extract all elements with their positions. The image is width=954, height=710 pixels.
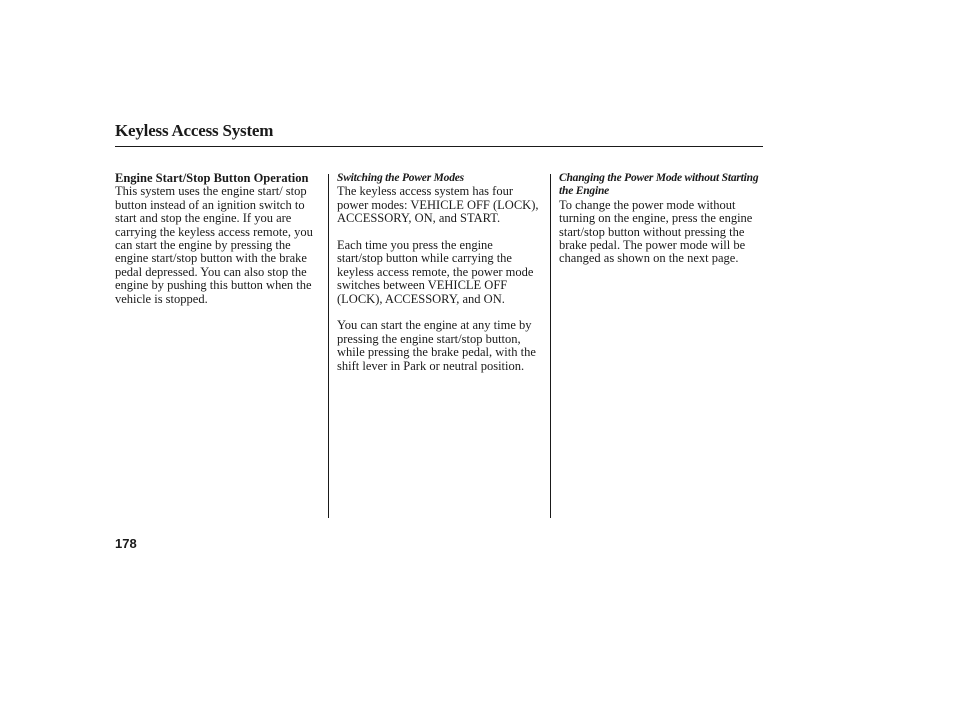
column-switching-power-modes (337, 172, 541, 373)
column-engine-start-stop (115, 172, 323, 306)
column-divider (328, 174, 329, 518)
paragraph: This system uses the engine start/ stop button instead of an ignition switch to start and stop the engine. If you are carrying the keyless access remote, you can start the engine by pressing the engine start/stop button with the brake pedal depressed. You can also stop the engine by pushing this button when the vehicle is stopped. (115, 184, 313, 306)
paragraph: To change the power mode without turning on the engine, press the engine start/stop button without pressing the brake pedal. The power mode will be changed as shown on the next page. (559, 197, 753, 266)
heading-switching-power-modes: Switching the Power Modes (337, 172, 464, 184)
paragraph: The keyless access system has four power modes: VEHICLE OFF (LOCK), ACCESSORY, ON, and START. (337, 184, 539, 226)
heading-engine-start-stop: Engine Start/Stop Button Operation (115, 171, 309, 185)
title-divider (115, 146, 763, 147)
paragraph: You can start the engine at any time by pressing the engine start/stop button, while pressing the brake pedal, with the shift lever in Park or neutral position. (337, 318, 536, 373)
heading-changing-power-mode: Changing the Power Mode without Starting the Engine (559, 172, 759, 198)
section-title: Keyless Access System (115, 121, 274, 140)
paragraph: Each time you press the engine start/stop button while carrying the keyless access remote, the power mode switches between VEHICLE OFF (LOCK), ACCESSORY, and ON. (337, 238, 534, 306)
column-changing-power-mode (559, 172, 763, 266)
page-number: 178 (115, 536, 137, 551)
column-divider (550, 174, 551, 518)
